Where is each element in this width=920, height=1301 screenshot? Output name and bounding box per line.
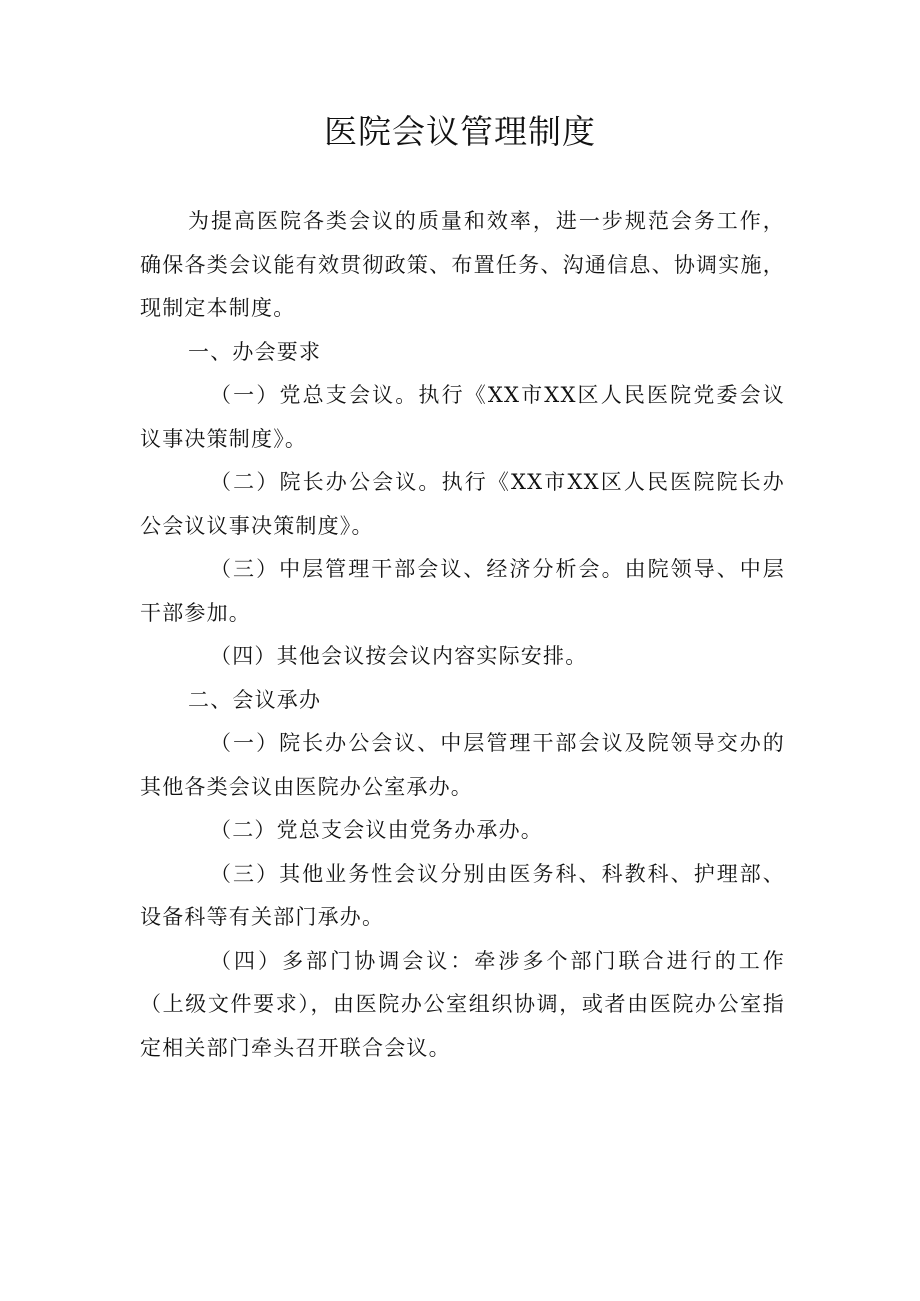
hosting-item-1: （一）院长办公会议、中层管理干部会议及院领导交办的其他各类会议由医院办公室承办。 xyxy=(140,731,785,799)
document-title: 医院会议管理制度 xyxy=(324,112,596,151)
requirement-item-1: （一）党总支会议。执行《XX市XX区人民医院党委会议议事决策制度》。 xyxy=(140,383,785,451)
document-body xyxy=(140,200,785,1070)
hosting-item-2: （二）党总支会议由党务办承办。 xyxy=(210,818,543,842)
intro-paragraph: 为提高医院各类会议的质量和效率，进一步规范会务工作，确保各类会议能有效贯彻政策、布置任务、沟通信息、协调实施，现制定本制度。 xyxy=(140,209,785,320)
requirement-item-2: （二）院长办公会议。执行《XX市XX区人民医院院长办公会议议事决策制度》。 xyxy=(140,470,785,538)
requirement-item-4: （四）其他会议按会议内容实际安排。 xyxy=(210,644,588,668)
requirement-item-3: （三）中层管理干部会议、经济分析会。由院领导、中层干部参加。 xyxy=(140,557,785,625)
hosting-item-3: （三）其他业务性会议分别由医务科、科教科、护理部、设备科等有关部门承办。 xyxy=(140,861,785,929)
hosting-item-4: （四）多部门协调会议：牵涉多个部门联合进行的工作（上级文件要求），由医院办公室组织协调，或者由医院办公室指定相关部门牵头召开联合会议。 xyxy=(140,948,785,1060)
section-heading-requirements: 一、办会要求 xyxy=(188,339,322,364)
section-heading-hosting: 二、会议承办 xyxy=(188,687,322,712)
